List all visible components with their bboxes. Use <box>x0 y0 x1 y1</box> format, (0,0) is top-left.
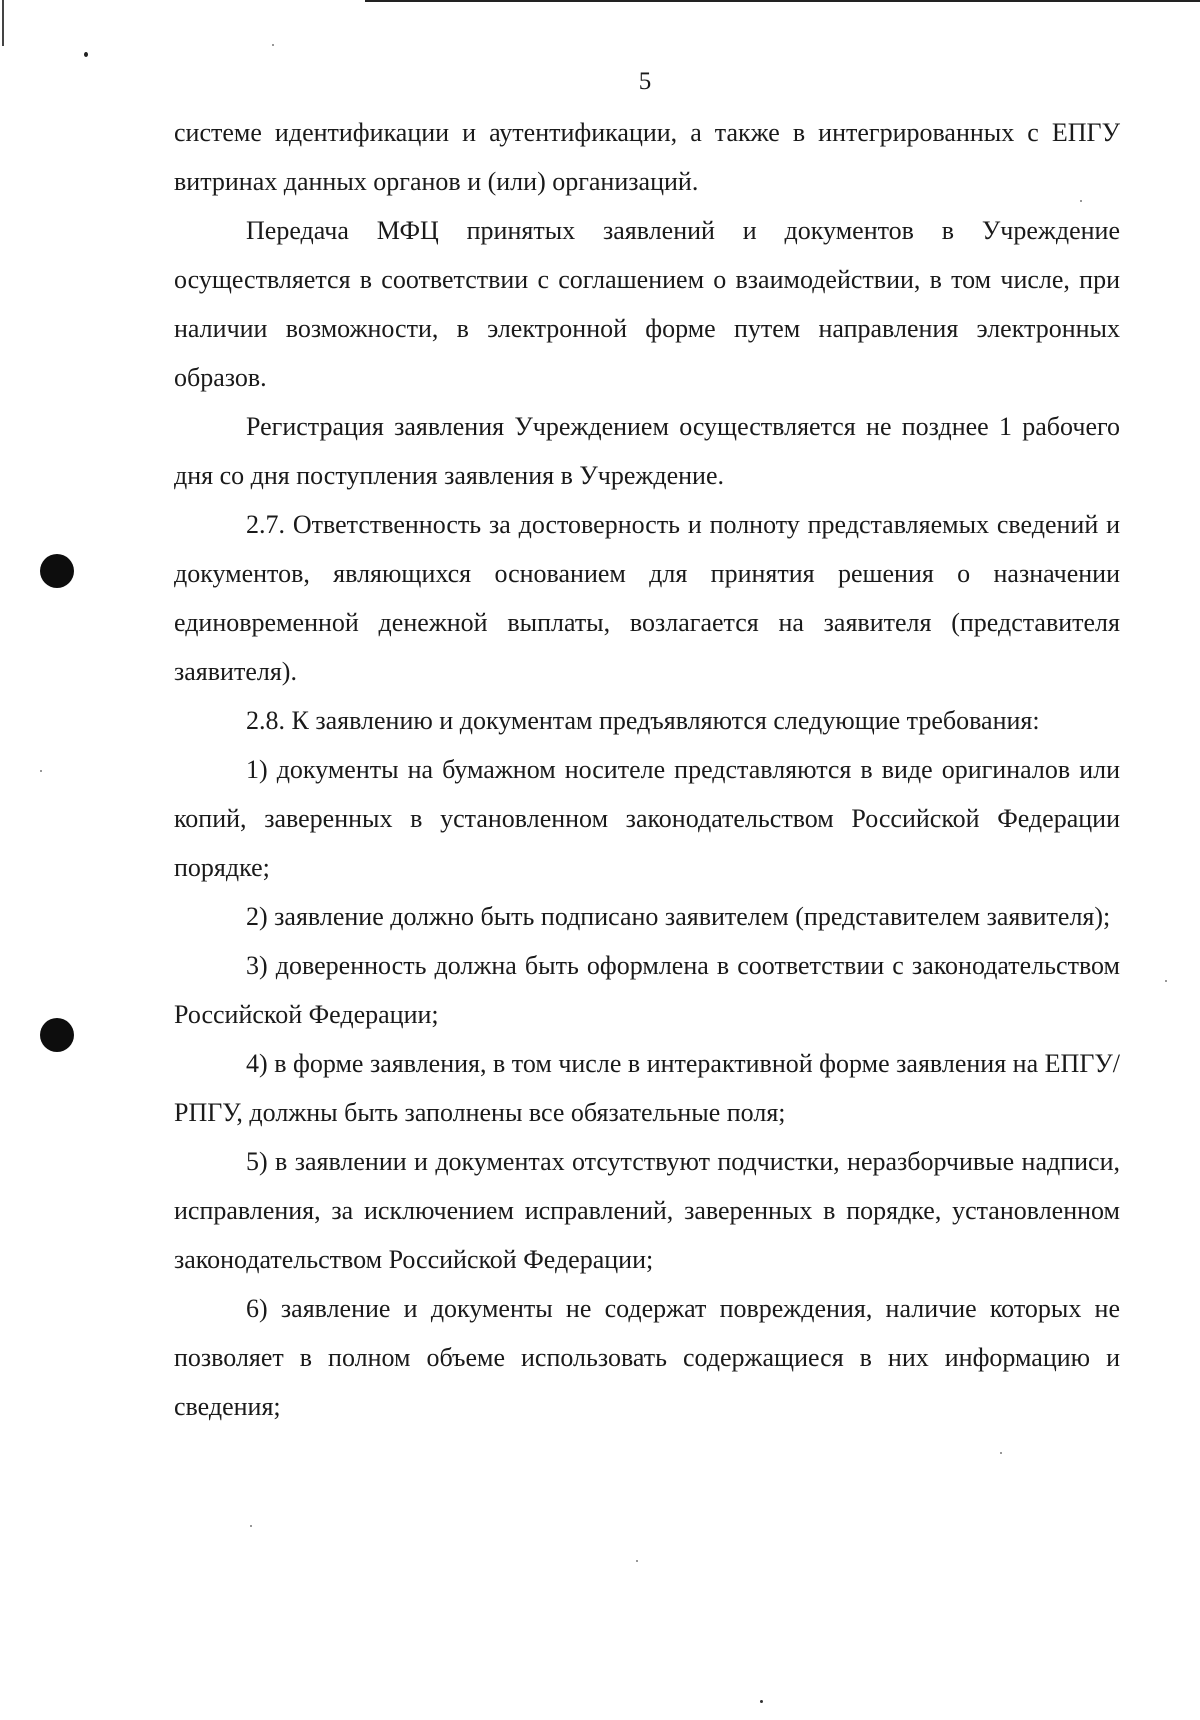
scan-speck <box>1000 1452 1002 1454</box>
page-number: 5 <box>638 68 652 95</box>
paragraph: системе идентификации и аутентификации, а также в интегрированных с ЕПГУ витринах данных органов и (или) организаций. <box>174 118 1120 196</box>
list-item: 6) заявление и документы не содержат повреждения, наличие которых не позволяет в полном объеме использовать содержащиеся в них информацию и сведения; <box>174 1294 1120 1421</box>
list-item: 5) в заявлении и документах отсутствуют подчистки, неразборчивые надписи, исправления, за исключением исправлений, заверенных в порядке, установленном законодательством Российской Федерации; <box>174 1147 1120 1274</box>
scan-speck <box>84 52 88 57</box>
list-item: 3) доверенность должна быть оформлена в соответствии с законодательством Российской Федерации; <box>174 951 1120 1029</box>
list-item: 1) документы на бумажном носителе представляются в виде оригиналов или копий, заверенных в установленном законодательством Российской Федерации порядке; <box>174 755 1120 882</box>
scan-speck <box>636 1560 638 1562</box>
document-body <box>174 108 1120 1431</box>
scan-speck <box>272 44 274 46</box>
punch-hole-mark <box>40 1018 74 1052</box>
paragraph: Передача МФЦ принятых заявлений и документов в Учреждение осуществляется в соответствии с соглашением о взаимодействии, в том числе, при наличии возможности, в электронной форме путем направления электронных образов. <box>174 216 1120 392</box>
paragraph: 2.8. К заявлению и документам предъявляются следующие требования: <box>246 706 1040 735</box>
scan-speck <box>40 770 42 772</box>
top-edge-line <box>365 0 1200 2</box>
scan-speck <box>1165 980 1167 982</box>
punch-hole-mark <box>40 554 74 588</box>
left-edge-mark <box>2 0 4 46</box>
scan-speck <box>760 1700 763 1703</box>
list-item: 4) в форме заявления, в том числе в интерактивной форме заявления на ЕПГУ/РПГУ, должны быть заполнены все обязательные поля; <box>174 1049 1120 1127</box>
scan-speck <box>250 1525 252 1527</box>
list-item: 2) заявление должно быть подписано заявителем (представителем заявителя); <box>246 902 1111 931</box>
paragraph: 2.7. Ответственность за достоверность и полноту представляемых сведений и документов, являющихся основанием для принятия решения о назначении единовременной денежной выплаты, возлагается на заявителя (представителя заявителя). <box>174 510 1120 686</box>
paragraph: Регистрация заявления Учреждением осуществляется не позднее 1 рабочего дня со дня поступления заявления в Учреждение. <box>174 412 1120 490</box>
